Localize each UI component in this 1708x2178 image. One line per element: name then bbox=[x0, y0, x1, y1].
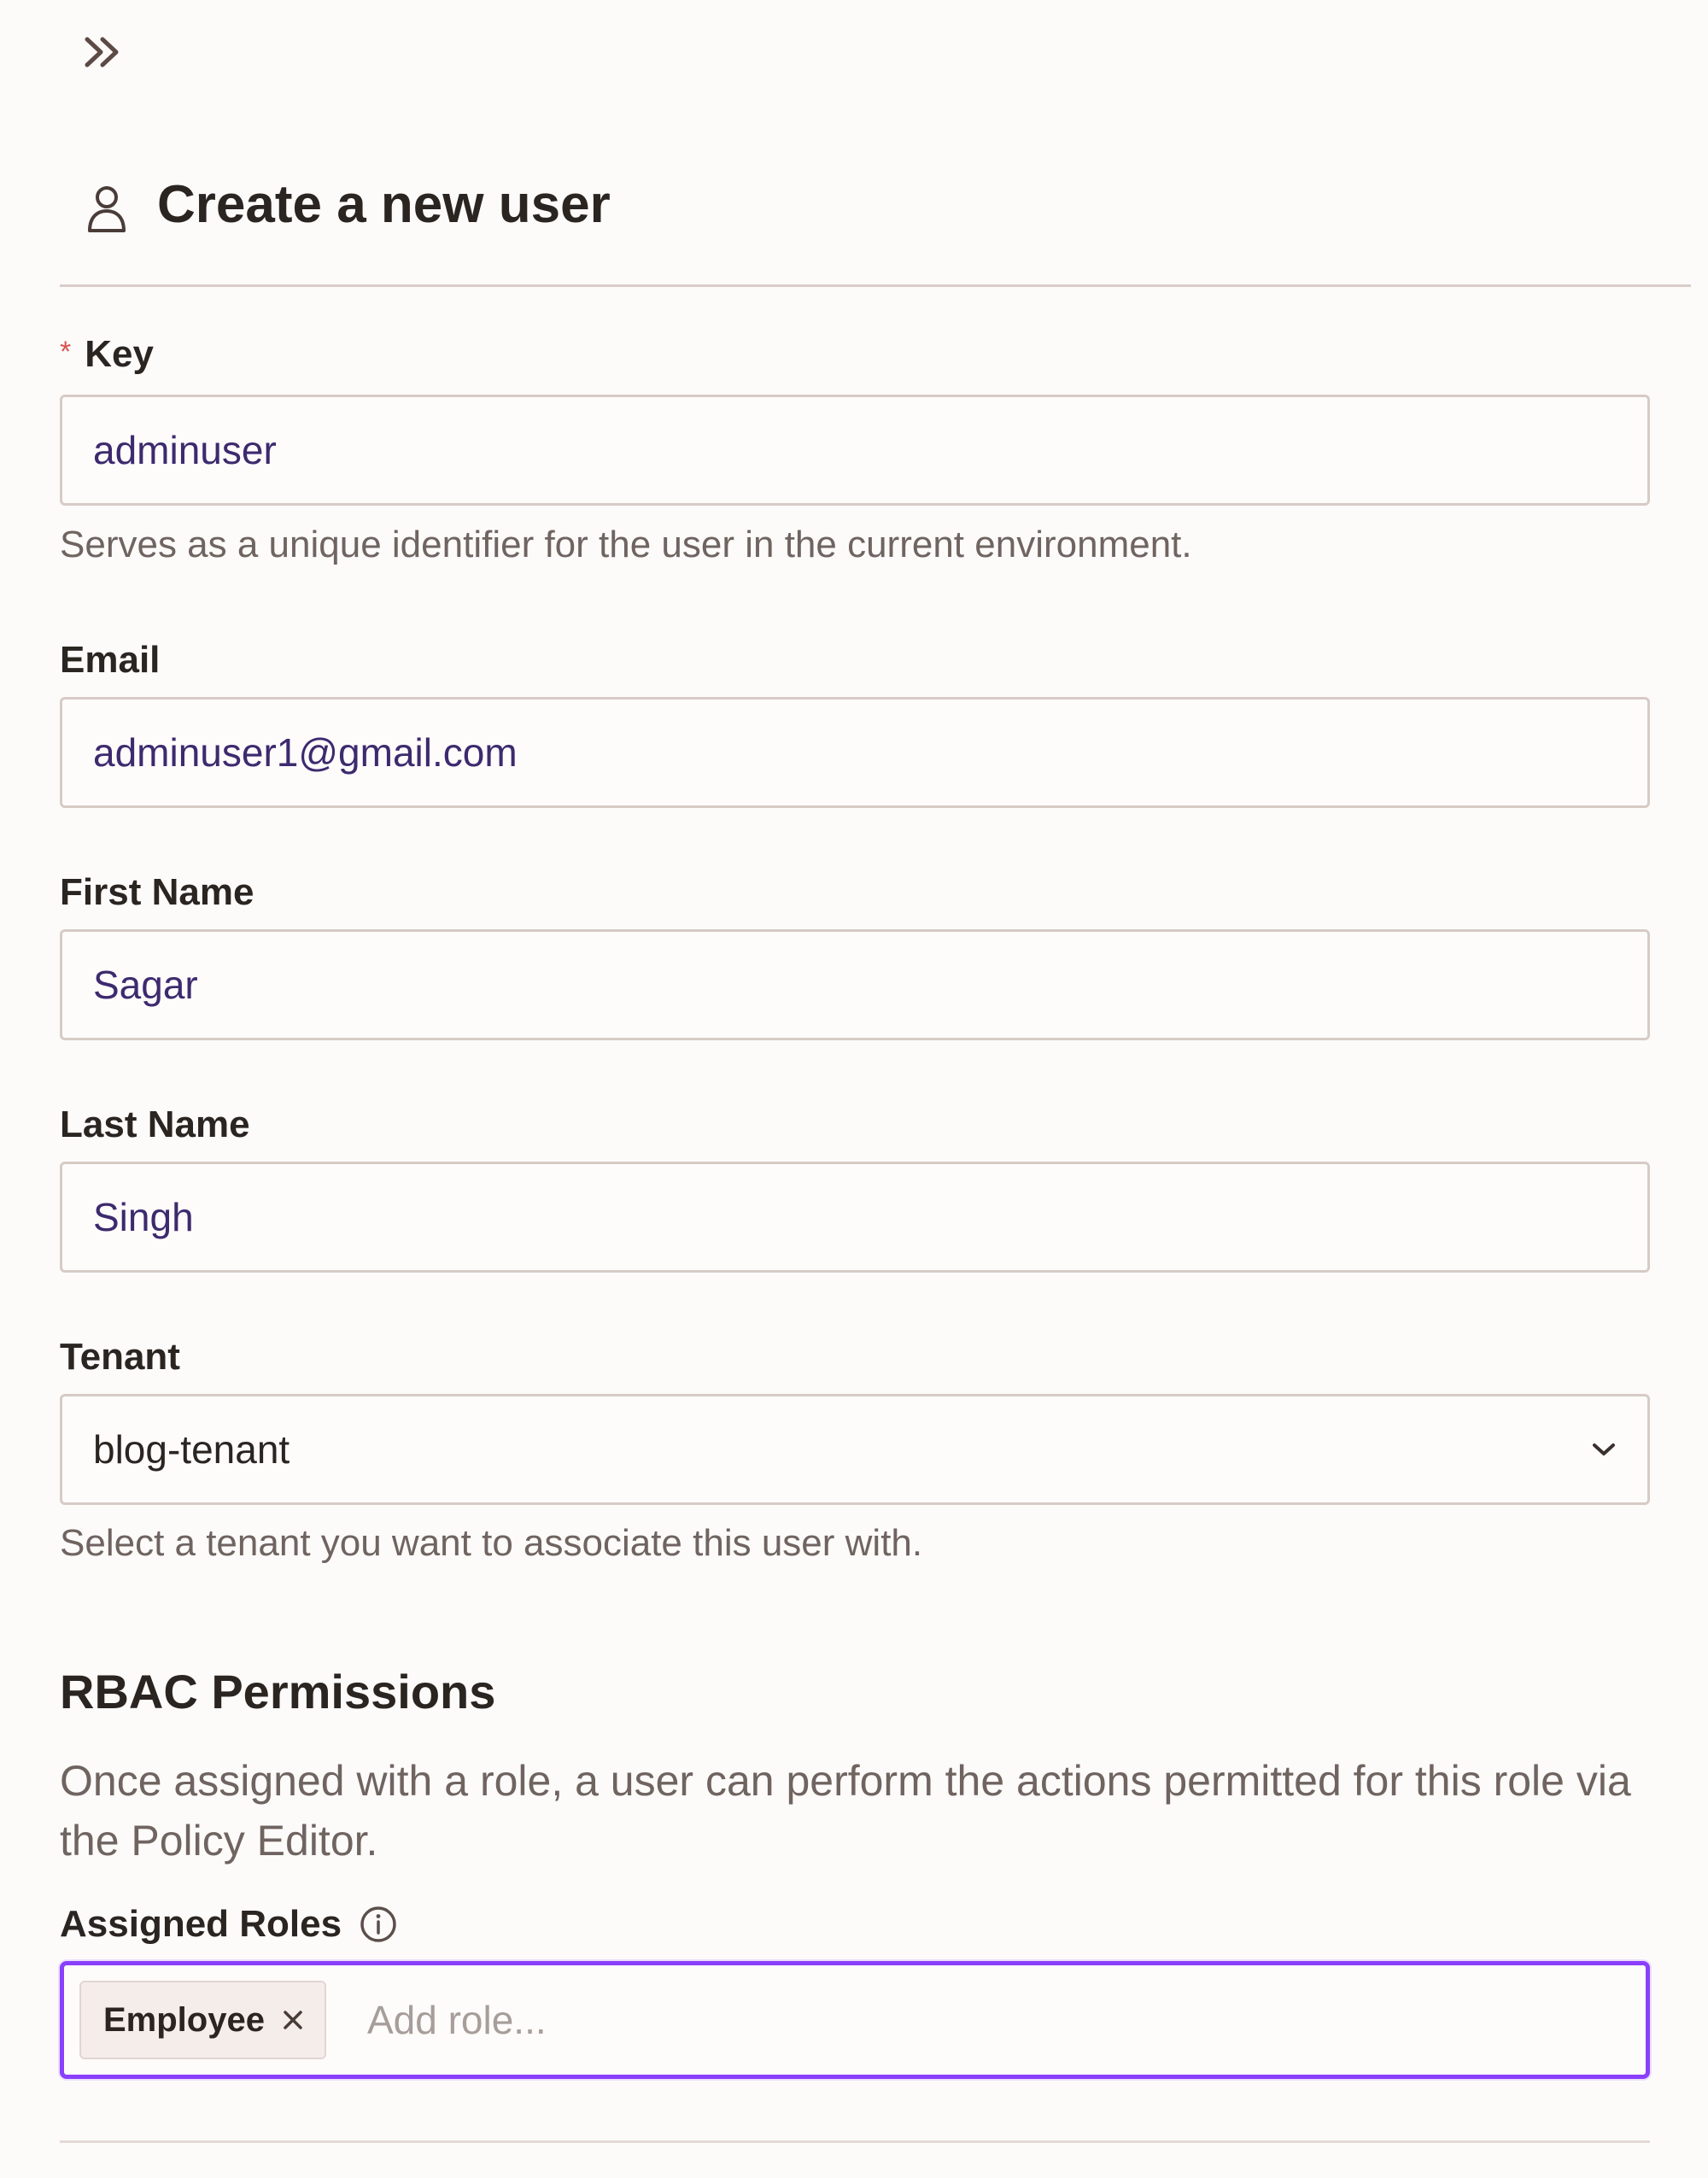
first-name-input[interactable] bbox=[60, 929, 1650, 1040]
key-input-value: adminuser bbox=[93, 428, 277, 472]
info-icon[interactable] bbox=[359, 1905, 398, 1944]
last-name-input-value: Singh bbox=[93, 1195, 194, 1239]
key-label bbox=[60, 333, 154, 376]
collapse-panel-button[interactable] bbox=[79, 31, 128, 73]
role-tag-label: Employee bbox=[103, 2000, 265, 2039]
last-name-input[interactable] bbox=[60, 1162, 1650, 1273]
first-name-input-value: Sagar bbox=[93, 963, 198, 1007]
first-name-label: First Name bbox=[60, 871, 254, 913]
chevron-down-icon bbox=[1589, 1435, 1618, 1464]
user-icon bbox=[85, 183, 128, 234]
assigned-roles-label bbox=[60, 1903, 398, 1946]
rbac-section-description: Once assigned with a role, a user can perform the actions permitted for this role via the Policy Editor. bbox=[60, 1757, 1631, 1865]
email-label: Email bbox=[60, 639, 161, 681]
tenant-select[interactable] bbox=[60, 1394, 1650, 1505]
key-label-text: Key bbox=[85, 333, 154, 375]
tenant-help-text: Select a tenant you want to associate this user with. bbox=[60, 1522, 923, 1564]
tenant-selected-value: blog-tenant bbox=[93, 1427, 290, 1472]
divider bbox=[60, 2140, 1650, 2143]
page-title: Create a new user bbox=[157, 175, 611, 234]
add-role-input[interactable] bbox=[366, 1996, 1394, 2044]
key-help-text: Serves as a unique identifier for the user in the current environment. bbox=[60, 524, 1192, 565]
role-tag bbox=[79, 1981, 326, 2059]
key-input[interactable] bbox=[60, 395, 1650, 506]
panel-header bbox=[60, 162, 1691, 287]
rbac-section-title: RBAC Permissions bbox=[60, 1665, 496, 1718]
close-icon[interactable] bbox=[280, 2007, 306, 2033]
email-input-value: adminuser1@gmail.com bbox=[93, 730, 518, 775]
email-input[interactable] bbox=[60, 697, 1650, 808]
assigned-roles-input[interactable] bbox=[60, 1961, 1650, 2079]
tenant-label: Tenant bbox=[60, 1336, 180, 1378]
assigned-roles-label-text: Assigned Roles bbox=[60, 1903, 342, 1945]
required-marker: * bbox=[60, 336, 72, 368]
last-name-label: Last Name bbox=[60, 1104, 250, 1145]
chevrons-right-icon bbox=[82, 34, 125, 70]
